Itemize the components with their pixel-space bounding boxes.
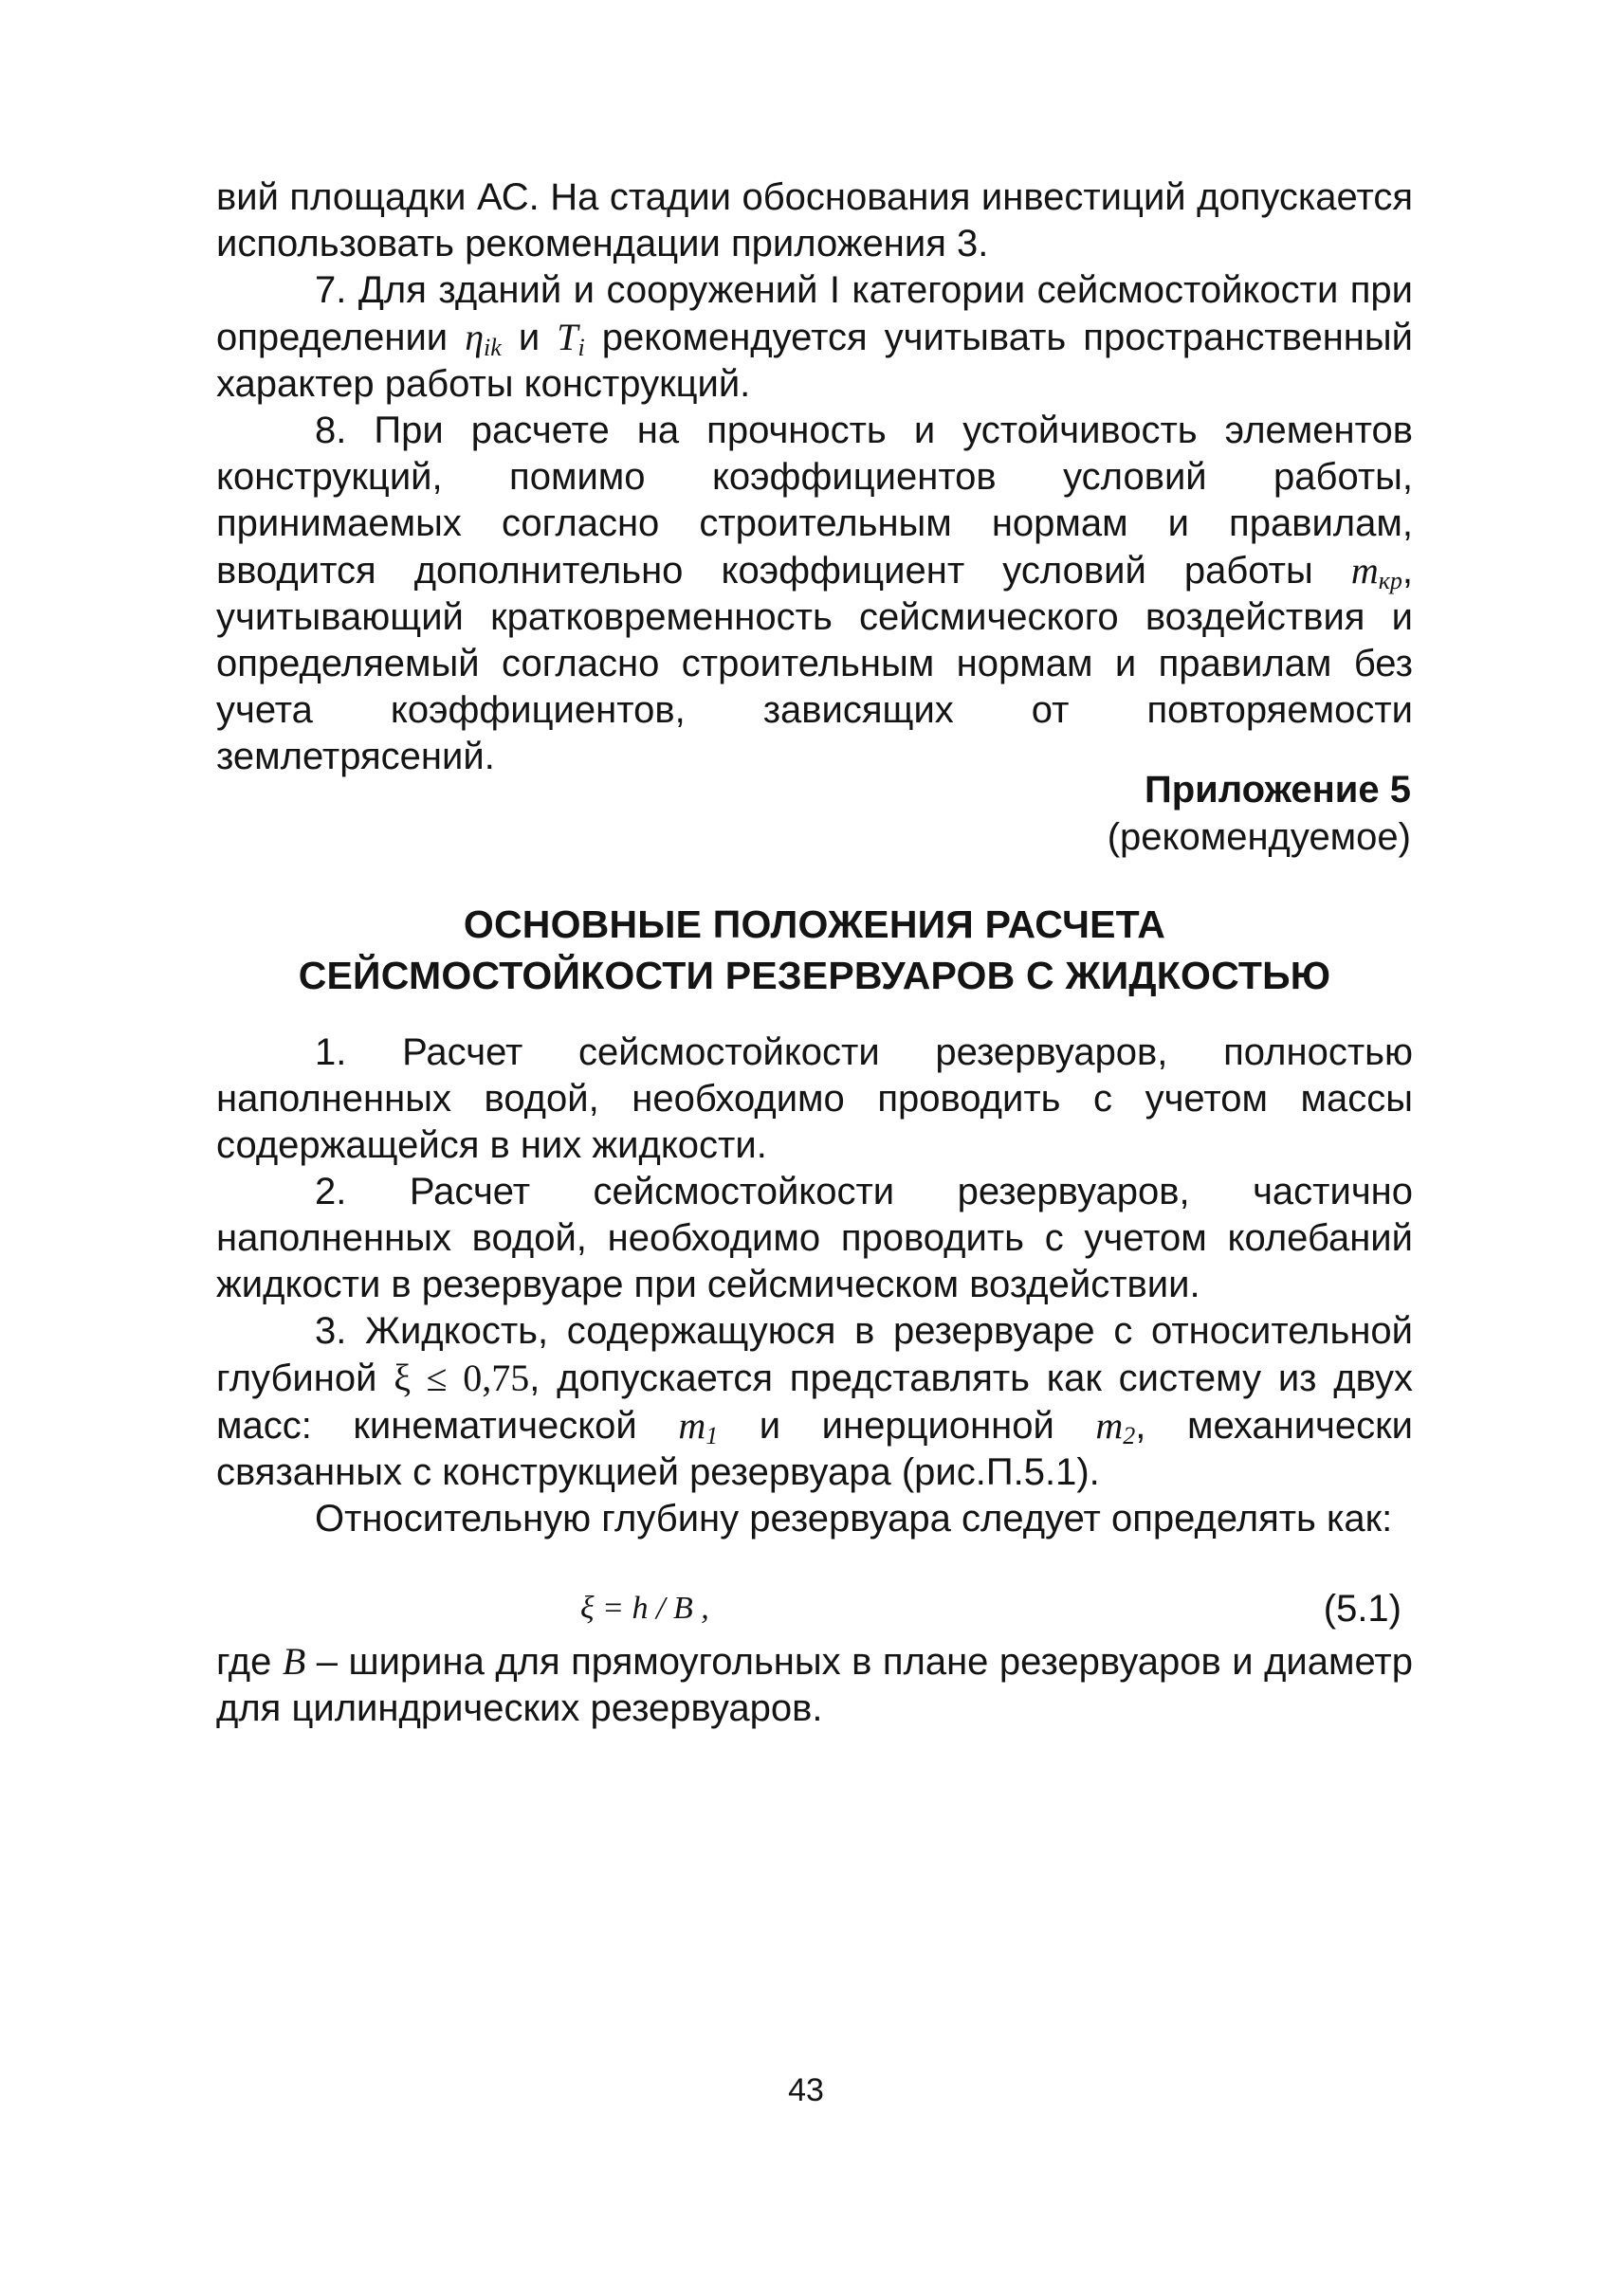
- paragraph-2-text: 2. Расчет сейсмостойкости резервуаров, частично наполненных водой, необходимо проводить с учетом колебаний жидкости в резервуаре при сейсмическом воздействии.: [216, 1171, 1413, 1305]
- mass-2-letter: m: [1095, 1404, 1124, 1447]
- eta-subscript: ik: [484, 334, 502, 361]
- paragraph-1: [216, 1030, 1413, 1169]
- intro-text-block: [216, 174, 1413, 780]
- section-heading: [216, 899, 1413, 1001]
- paragraph-1-text: 1. Расчет сейсмостойкости резервуаров, полностью наполненных водой, необходимо проводить с учетом массы содержащейся в них жидкости.: [216, 1031, 1413, 1166]
- paragraph-5-text-a: где: [216, 1641, 283, 1683]
- mass-2-subscript: 2: [1123, 1422, 1136, 1449]
- period-subscript: i: [577, 334, 585, 361]
- heading-line-2: СЕЙСМОСТОЙКОСТИ РЕЗЕРВУАРОВ С ЖИДКОСТЬЮ: [298, 954, 1331, 997]
- formula-expression: ξ = h / B ,: [580, 1591, 709, 1626]
- eta-letter: η: [465, 316, 485, 358]
- paragraph-4: [216, 1496, 1413, 1542]
- width-symbol: B: [282, 1640, 306, 1683]
- paragraph-7: [216, 267, 1413, 408]
- paragraph-continuation: [216, 174, 1413, 267]
- formula-5-1: [216, 1585, 1413, 1632]
- mass-1-letter: m: [678, 1404, 706, 1447]
- mass-1-subscript: 1: [705, 1422, 719, 1449]
- definition-text-block: [216, 1638, 1413, 1732]
- paragraph-8-text-a: 8. При расчете на прочность и устойчивость элементов конструкций, помимо коэффициентов условий работы, принимаемых согласно строительным нормам и правилам, вводится дополнительно коэффициент условий работы: [216, 410, 1413, 592]
- relative-depth-condition: ξ ≤ 0,75: [394, 1357, 530, 1399]
- appendix-title: Приложение 5: [1145, 769, 1411, 811]
- paragraph-8: [216, 408, 1413, 780]
- paragraph-7-and: и: [501, 317, 558, 358]
- formula-number: (5.1): [1323, 1588, 1401, 1630]
- eta-symbol: [465, 316, 502, 361]
- coefficient-subscript: кр: [1378, 567, 1402, 594]
- appendix-label: [1108, 766, 1411, 861]
- paragraph-5: [216, 1638, 1413, 1732]
- paragraph-7-text-a: 7. Для зданий и сооружений I категории сейсмостойкости при определении: [216, 269, 1413, 358]
- paragraph-3: [216, 1308, 1413, 1496]
- mass-2-symbol: [1095, 1404, 1135, 1447]
- paragraph-continuation-text: вий площадки АС. На стадии обоснования инвестиций допускается использовать рекомендации приложения 3.: [216, 176, 1413, 264]
- appendix-subtitle: (рекомендуемое): [1107, 816, 1411, 858]
- paragraph-7-text-b: рекомендуется учитывать пространственный характер работы конструкций.: [216, 317, 1413, 405]
- heading-line-1: ОСНОВНЫЕ ПОЛОЖЕНИЯ РАСЧЕТА: [463, 902, 1166, 946]
- period-letter: T: [557, 316, 578, 358]
- coefficient-symbol: [1351, 549, 1402, 592]
- coefficient-letter: m: [1350, 549, 1379, 592]
- mass-1-symbol: [678, 1404, 718, 1447]
- paragraph-4-text: Относительную глубину резервуара следует определять как:: [315, 1498, 1393, 1540]
- main-text-block: [216, 1030, 1413, 1542]
- period-symbol: [557, 316, 585, 361]
- paragraph-3-text-d: , механически связанных с конструкцией резервуара (рис.П.5.1).: [216, 1405, 1413, 1493]
- page-number: 43: [788, 2072, 824, 2108]
- paragraph-3-text-c: и инерционной: [718, 1405, 1096, 1447]
- paragraph-3-text-b: , допускается представлять как систему из двух масс: кинематической: [216, 1358, 1413, 1447]
- paragraph-3-text-a: 3. Жидкость, содержащуюся в резервуаре с относительной глубиной: [216, 1310, 1413, 1399]
- paragraph-2: [216, 1169, 1413, 1308]
- paragraph-5-text-b: – ширина для прямоугольных в плане резервуаров и диаметр для цилиндрических резервуаров.: [216, 1641, 1413, 1729]
- paragraph-8-text-b: , учитывающий кратковременность сейсмического воздействия и определяемый согласно строительным нормам и правилам без учета коэффициентов, зависящих от повторяемости землетрясений.: [216, 550, 1413, 777]
